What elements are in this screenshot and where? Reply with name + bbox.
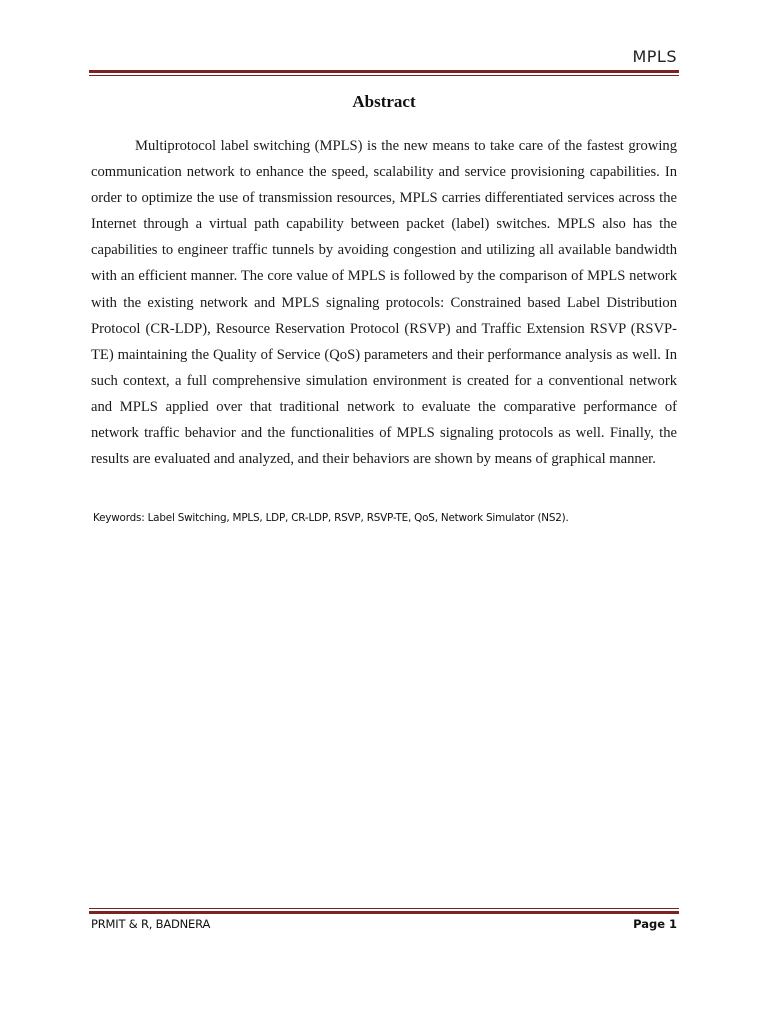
keywords-line: Keywords: Label Switching, MPLS, LDP, CR-LDP, RSVP, RSVP-TE, QoS, Network Simulator (NS2). xyxy=(93,512,569,524)
footer-rule-thin xyxy=(89,908,679,909)
footer-page-number: Page 1 xyxy=(633,917,677,931)
header-rule-thin xyxy=(89,75,679,76)
footer-rule-thick xyxy=(89,911,679,914)
header-rule xyxy=(89,70,679,76)
footer-institution: PRMIT & R, BADNERA xyxy=(91,917,211,931)
header-rule-thick xyxy=(89,70,679,73)
running-header-title: MPLS xyxy=(632,47,677,66)
footer-rule xyxy=(89,908,679,914)
abstract-body: Multiprotocol label switching (MPLS) is the new means to take care of the fastest growing communication network to enhance the speed, scalability and service provisioning capabilities. In order to optimize the use of transmission resources, MPLS carries differentiated services across the Internet through a virtual path capability between packet (label) switches. MPLS also has the capabilities to engineer traffic tunnels by avoiding congestion and utilizing all available bandwidth with an efficient manner. The core value of MPLS is followed by the comparison of MPLS network with the existing network and MPLS signaling protocols: Constrained based Label Distribution Protocol (CR-LDP), Resource Reservation Protocol (RSVP) and Traffic Extension RSVP (RSVP-TE) maintaining the Quality of Service (QoS) parameters and their performance analysis as well. In such context, a full comprehensive simulation environment is created for a conventional network and MPLS applied over that traditional network to evaluate the comparative performance of network traffic behavior and the functionalities of MPLS signaling protocols as well. Finally, the results are evaluated and analyzed, and their behaviors are shown by means of graphical manner. xyxy=(91,138,677,468)
abstract-heading: Abstract xyxy=(352,92,416,111)
